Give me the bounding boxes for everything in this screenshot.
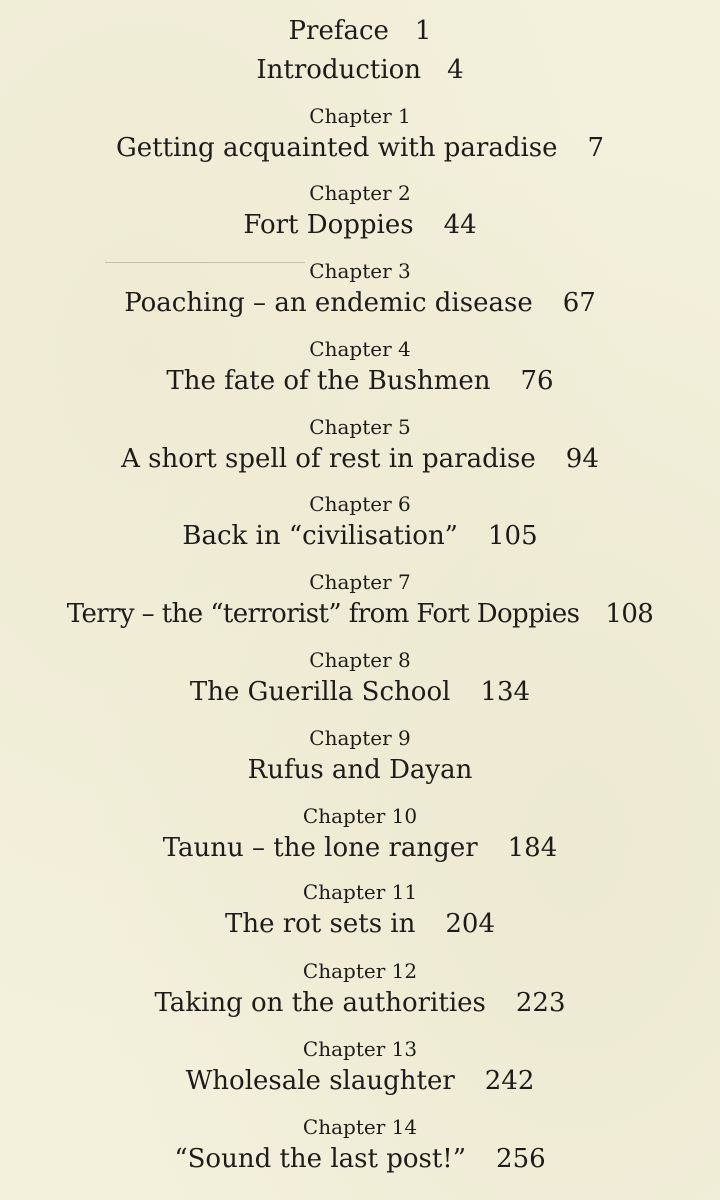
entry-title: Taking on the authorities — [154, 988, 486, 1018]
toc-entry-chapter-1 — [0, 135, 720, 161]
chapter-label: Chapter 2 — [309, 181, 411, 205]
toc-entry-chapter-3 — [0, 290, 720, 316]
toc-entry-preface — [0, 18, 720, 44]
entry-title: Fort Doppies — [243, 210, 414, 240]
toc-entry-chapter-9 — [0, 757, 720, 783]
entry-page-number: 76 — [520, 366, 554, 396]
toc-entry-chapter-5 — [0, 446, 720, 472]
entry-title: The rot sets in — [224, 909, 416, 939]
entry-title: Introduction — [256, 55, 422, 85]
chapter-label: Chapter 8 — [309, 648, 411, 672]
toc-entry-chapter-12 — [0, 990, 720, 1016]
toc-entry-chapter-10 — [0, 835, 720, 861]
chapter-label: Chapter 7 — [309, 570, 411, 594]
entry-page-number: 4 — [447, 55, 464, 85]
toc-entry-chapter-8 — [0, 679, 720, 705]
entry-title: Poaching – an endemic disease — [124, 288, 533, 318]
toc-entry-introduction — [0, 57, 720, 83]
entry-title: Preface — [288, 16, 389, 46]
chapter-label: Chapter 6 — [309, 492, 411, 516]
chapter-label: Chapter 9 — [309, 726, 411, 750]
toc-entry-chapter-11 — [0, 911, 720, 937]
toc-entry-chapter-14 — [0, 1146, 720, 1172]
chapter-label: Chapter 1 — [309, 104, 411, 128]
chapter-label: Chapter 11 — [302, 880, 418, 904]
entry-title: Rufus and Dayan — [247, 755, 473, 785]
chapter-label: Chapter 5 — [309, 415, 411, 439]
entry-page-number: 223 — [515, 988, 566, 1018]
toc-entry-chapter-4 — [0, 368, 720, 394]
chapter-label: Chapter 14 — [302, 1115, 418, 1139]
entry-page-number: 94 — [565, 444, 599, 474]
entry-page-number: 256 — [496, 1144, 546, 1174]
entry-page-number: 7 — [587, 133, 605, 163]
entry-page-number: 204 — [445, 909, 496, 939]
entry-page-number: 1 — [414, 16, 432, 46]
entry-title: Back in “civilisation” — [182, 521, 458, 551]
chapter-label: Chapter 10 — [302, 804, 418, 828]
toc-entry-chapter-2 — [0, 212, 720, 238]
entry-title: “Sound the last post!” — [174, 1144, 467, 1174]
entry-title: Wholesale slaughter — [185, 1066, 455, 1096]
entry-page-number: 44 — [443, 210, 477, 240]
entry-page-number: 105 — [487, 521, 538, 551]
entry-title: Getting acquainted with paradise — [115, 133, 558, 163]
chapter-label: Chapter 13 — [302, 1037, 418, 1061]
entry-page-number: 134 — [480, 677, 531, 707]
entry-page-number: 184 — [507, 833, 558, 863]
chapter-label: Chapter 3 — [309, 259, 411, 283]
chapter-label: Chapter 4 — [309, 337, 411, 361]
entry-page-number: 108 — [605, 599, 654, 629]
toc-entry-chapter-6 — [0, 523, 720, 549]
entry-page-number: 242 — [484, 1066, 535, 1096]
entry-title: A short spell of rest in paradise — [121, 444, 536, 474]
entry-title: Taunu – the lone ranger — [162, 833, 478, 863]
entry-title: The fate of the Bushmen — [166, 366, 491, 396]
toc-entry-chapter-7 — [0, 601, 720, 627]
entry-page-number: 67 — [562, 288, 596, 318]
chapter-label: Chapter 12 — [302, 959, 418, 983]
toc-entry-chapter-13 — [0, 1068, 720, 1094]
entry-title: The Guerilla School — [189, 677, 451, 707]
entry-title: Terry – the “terrorist” from Fort Doppies — [66, 599, 580, 629]
